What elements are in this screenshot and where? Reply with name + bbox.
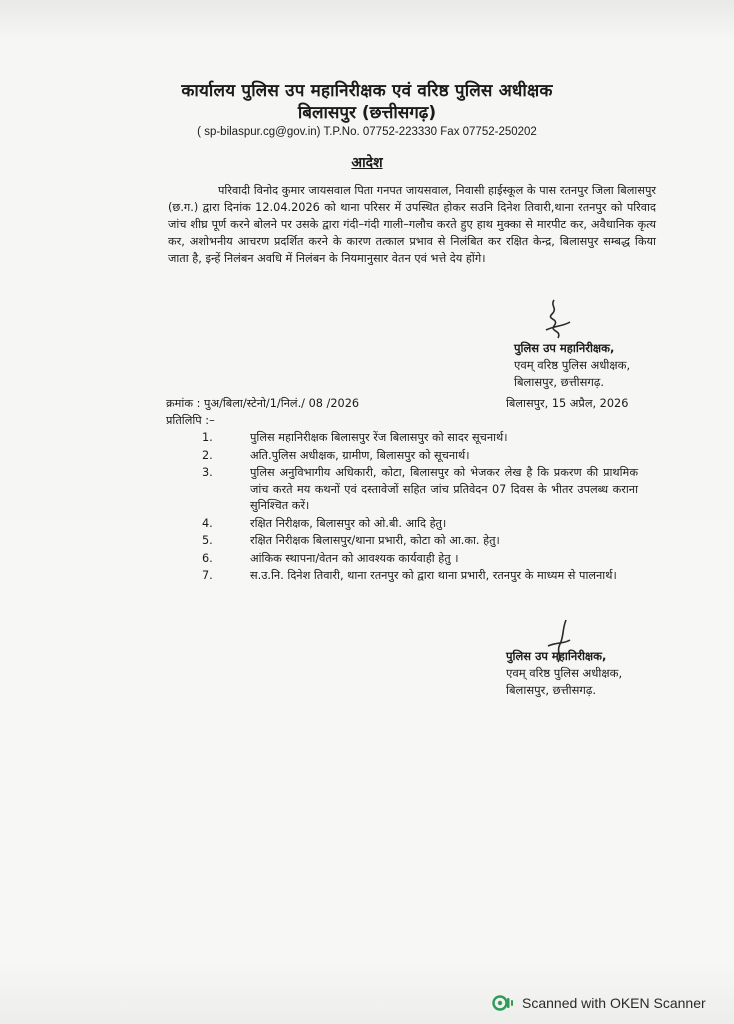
list-item-number: 6. (202, 551, 213, 565)
list-item (202, 533, 638, 550)
list-item-text: आंकिक स्थापना/वेतन को आवश्यक कार्यवाही हेतु । (250, 551, 459, 565)
list-item-text: पुलिस महानिरीक्षक बिलासपुर रेंज बिलासपुर को सादर सूचनार्थ। (250, 431, 508, 444)
list-item (202, 430, 638, 447)
office-city: बिलासपुर (छत्तीसगढ़) (297, 103, 437, 123)
list-item-number: 1. (202, 431, 213, 444)
order-body-text: परिवादी विनोद कुमार जायसवाल पिता गनपत जायसवाल, निवासी हाईस्कूल के पास रतनपुर जिला बिलासपुर (छ.ग.) द्वारा दिनांक 12.04.2026 को थाना परिसर में उपस्थित होकर सउनि दिनेश तिवारी,थाना रतनपुर को परिवाद जांच शीघ्र पूर्ण करने बोलने पर उसके द्वारा गंदी–गंदी गाली–गलौच करते हुए हाथ मुक्का से मारपीट कर, अवैधानिक कृत्य कर, अशोभनीय आचरण प्रदर्शित करने के कारण तत्काल प्रभाव से निलंबित कर रक्षित केन्द्र, बिलासपुर सम्बद्ध किया जाता है, इन्हें निलंबन अवधि में निलंबन के नियमानुसार वेतन एवं भत्ते देय होंगे। (168, 184, 656, 265)
reference-number: क्रमांक : पुअ/बिला/स्टेनो/1/निलं./ 08 /2026 (166, 397, 360, 410)
list-item-number: 3. (202, 466, 213, 479)
scanner-watermark (492, 993, 706, 1013)
office-contact: ( sp-bilaspur.cg@gov.in) T.P.No. 07752-223330 Fax 07752-250202 (197, 126, 537, 138)
signature-block-2 (506, 648, 622, 699)
list-item-number: 7. (202, 569, 213, 582)
scanner-text: Scanned with OKEN Scanner (522, 995, 706, 1011)
list-item (202, 516, 638, 533)
scanner-logo-icon (492, 995, 514, 1011)
list-item-number: 5. (202, 534, 213, 547)
list-item-text: रक्षित निरीक्षक, बिलासपुर को ओ.बी. आदि हेतु। (250, 516, 447, 530)
order-heading (0, 152, 734, 172)
list-item-text: अति.पुलिस अधीक्षक, ग्रामीण, बिलासपुर को सूचनार्थ। (250, 448, 470, 462)
list-item (202, 568, 638, 585)
signature-2-title: पुलिस उप महानिरीक्षक, (506, 649, 607, 663)
list-item (202, 465, 638, 515)
signature-2-line2: एवम् वरिष्ठ पुलिस अधीक्षक, (506, 666, 623, 680)
office-title: कार्यालय पुलिस उप महानिरीक्षक एवं वरिष्ठ पुलिस अधीक्षक (181, 81, 553, 101)
signature-1-line3: बिलासपुर, छत्तीसगढ़. (514, 375, 605, 389)
list-item-text: पुलिस अनुविभागीय अधिकारी, कोटा, बिलासपुर को भेजकर लेख है कि प्रकरण की प्राथमिक जांच करते मय कथनों एवं दस्तावेजों सहित जांच प्रतिवेदन 07 दिवस के भीतर उपलब्ध कराना सुनिश्चित करें। (250, 466, 638, 512)
signature-2-line3: बिलासपुर, छत्तीसगढ़. (506, 683, 597, 697)
signature-1-title: पुलिस उप महानिरीक्षक, (514, 341, 615, 355)
copy-to-label: प्रतिलिपि :– (166, 414, 215, 427)
order-body (168, 182, 656, 267)
list-item (202, 448, 638, 465)
signature-block-1 (514, 340, 630, 391)
list-item-text: रक्षित निरीक्षक बिलासपुर/थाना प्रभारी, कोटा को आ.का. हेतु। (250, 534, 500, 547)
signature-1-line2: एवम् वरिष्ठ पुलिस अधीक्षक, (514, 358, 631, 372)
list-item-text: स.उ.नि. दिनेश तिवारी, थाना रतनपुर को द्वारा थाना प्रभारी, रतनपुर के माध्यम से पालनार्थ। (250, 569, 617, 582)
order-heading-text: आदेश (351, 155, 383, 171)
signature-icon (536, 296, 576, 344)
copy-to-list (202, 430, 638, 586)
list-item (202, 551, 638, 568)
reference-date: बिलासपुर, 15 अप्रैल, 2026 (506, 397, 629, 410)
list-item-number: 4. (202, 516, 213, 530)
list-item-number: 2. (202, 448, 213, 462)
